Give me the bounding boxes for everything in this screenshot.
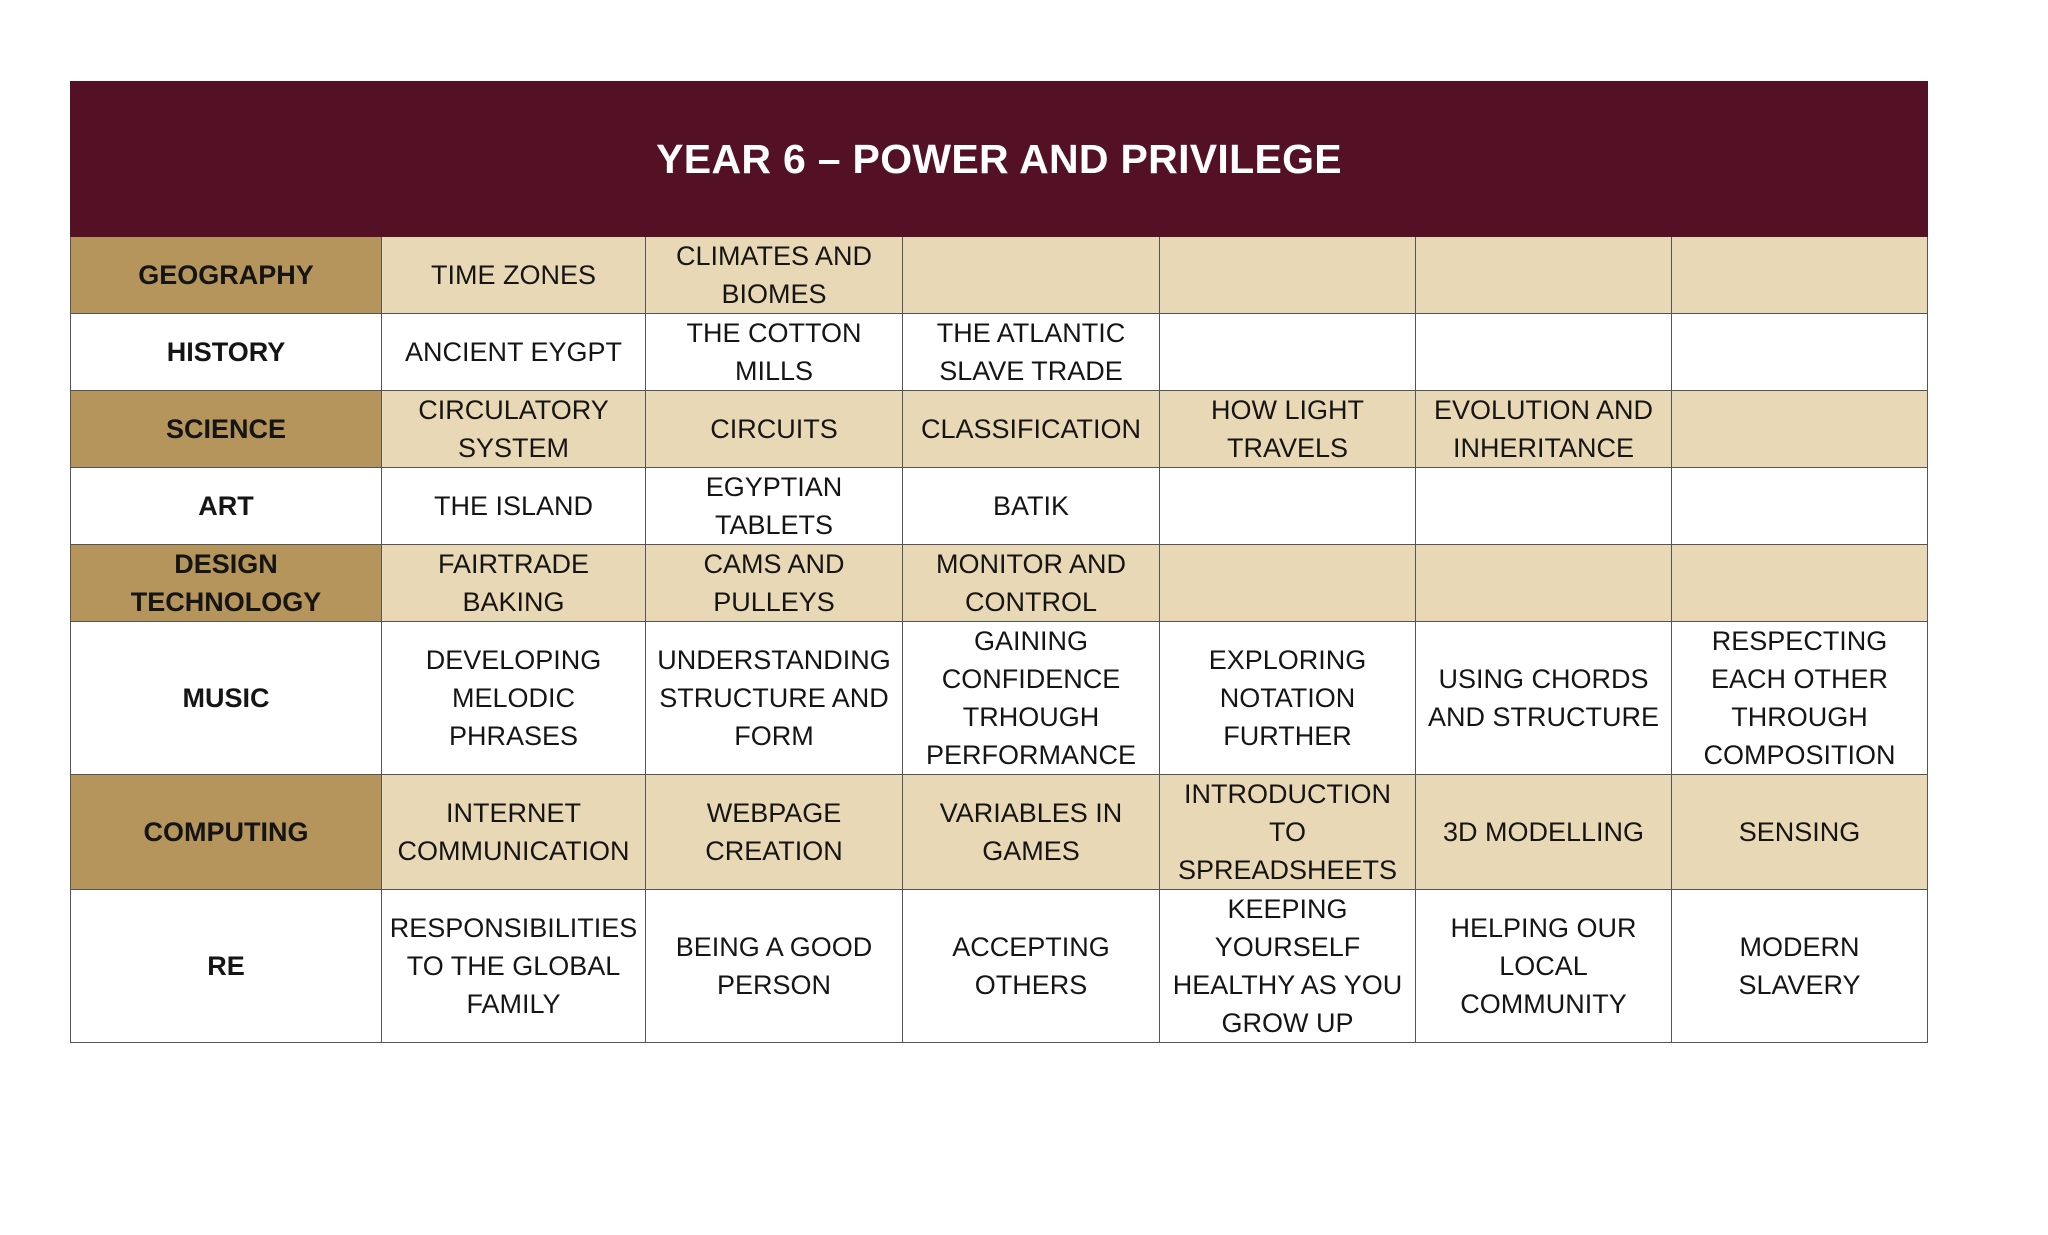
topic-cell: CIRCULATORY SYSTEM xyxy=(382,391,646,468)
title-row xyxy=(71,82,1928,237)
subject-label: GEOGRAPHY xyxy=(71,237,382,314)
topic-cell xyxy=(1672,545,1928,622)
topic-cell: RESPECTING EACH OTHER THROUGH COMPOSITION xyxy=(1672,622,1928,775)
subject-label: HISTORY xyxy=(71,314,382,391)
topic-cell: 3D MODELLING xyxy=(1416,775,1672,890)
topic-cell: GAINING CONFIDENCE TRHOUGH PERFORMANCE xyxy=(903,622,1160,775)
table-row xyxy=(71,468,1928,545)
topic-cell: SENSING xyxy=(1672,775,1928,890)
topic-cell: HELPING OUR LOCAL COMMUNITY xyxy=(1416,890,1672,1043)
table-row xyxy=(71,622,1928,775)
table-title: YEAR 6 – POWER AND PRIVILEGE xyxy=(71,82,1928,237)
topic-cell: ACCEPTING OTHERS xyxy=(903,890,1160,1043)
topic-cell xyxy=(1672,237,1928,314)
topic-cell: TIME ZONES xyxy=(382,237,646,314)
topic-cell xyxy=(1672,391,1928,468)
topic-cell xyxy=(1416,468,1672,545)
subject-label: MUSIC xyxy=(71,622,382,775)
topic-cell: KEEPING YOURSELF HEALTHY AS YOU GROW UP xyxy=(1160,890,1416,1043)
topic-cell: FAIRTRADE BAKING xyxy=(382,545,646,622)
topic-cell xyxy=(903,237,1160,314)
subject-label: ART xyxy=(71,468,382,545)
topic-cell xyxy=(1160,545,1416,622)
table-row xyxy=(71,391,1928,468)
curriculum-table xyxy=(70,81,1928,1043)
topic-cell xyxy=(1160,314,1416,391)
topic-cell: USING CHORDS AND STRUCTURE xyxy=(1416,622,1672,775)
topic-cell xyxy=(1160,468,1416,545)
table-row xyxy=(71,545,1928,622)
topic-cell: ANCIENT EYGPT xyxy=(382,314,646,391)
topic-cell xyxy=(1416,237,1672,314)
topic-cell: MODERN SLAVERY xyxy=(1672,890,1928,1043)
topic-cell: EGYPTIAN TABLETS xyxy=(646,468,903,545)
table-row xyxy=(71,237,1928,314)
topic-cell: DEVELOPING MELODIC PHRASES xyxy=(382,622,646,775)
topic-cell: WEBPAGE CREATION xyxy=(646,775,903,890)
topic-cell xyxy=(1416,545,1672,622)
table-row xyxy=(71,775,1928,890)
topic-cell: EVOLUTION AND INHERITANCE xyxy=(1416,391,1672,468)
topic-cell: BATIK xyxy=(903,468,1160,545)
topic-cell: THE ISLAND xyxy=(382,468,646,545)
subject-rows xyxy=(71,237,1928,1043)
topic-cell: INTRODUCTION TO SPREADSHEETS xyxy=(1160,775,1416,890)
topic-cell xyxy=(1672,314,1928,391)
subject-label: SCIENCE xyxy=(71,391,382,468)
topic-cell: CAMS AND PULLEYS xyxy=(646,545,903,622)
table-row xyxy=(71,890,1928,1043)
topic-cell xyxy=(1160,237,1416,314)
topic-cell: INTERNET COMMUNICATION xyxy=(382,775,646,890)
topic-cell: UNDERSTANDING STRUCTURE AND FORM xyxy=(646,622,903,775)
subject-label: DESIGN TECHNOLOGY xyxy=(71,545,382,622)
subject-label: RE xyxy=(71,890,382,1043)
topic-cell: CLASSIFICATION xyxy=(903,391,1160,468)
topic-cell: HOW LIGHT TRAVELS xyxy=(1160,391,1416,468)
topic-cell: RESPONSIBILITIES TO THE GLOBAL FAMILY xyxy=(382,890,646,1043)
topic-cell: THE ATLANTIC SLAVE TRADE xyxy=(903,314,1160,391)
topic-cell: THE COTTON MILLS xyxy=(646,314,903,391)
topic-cell: CIRCUITS xyxy=(646,391,903,468)
topic-cell: BEING A GOOD PERSON xyxy=(646,890,903,1043)
topic-cell: EXPLORING NOTATION FURTHER xyxy=(1160,622,1416,775)
topic-cell xyxy=(1416,314,1672,391)
topic-cell: CLIMATES AND BIOMES xyxy=(646,237,903,314)
table-row xyxy=(71,314,1928,391)
topic-cell: MONITOR AND CONTROL xyxy=(903,545,1160,622)
topic-cell: VARIABLES IN GAMES xyxy=(903,775,1160,890)
topic-cell xyxy=(1672,468,1928,545)
subject-label: COMPUTING xyxy=(71,775,382,890)
